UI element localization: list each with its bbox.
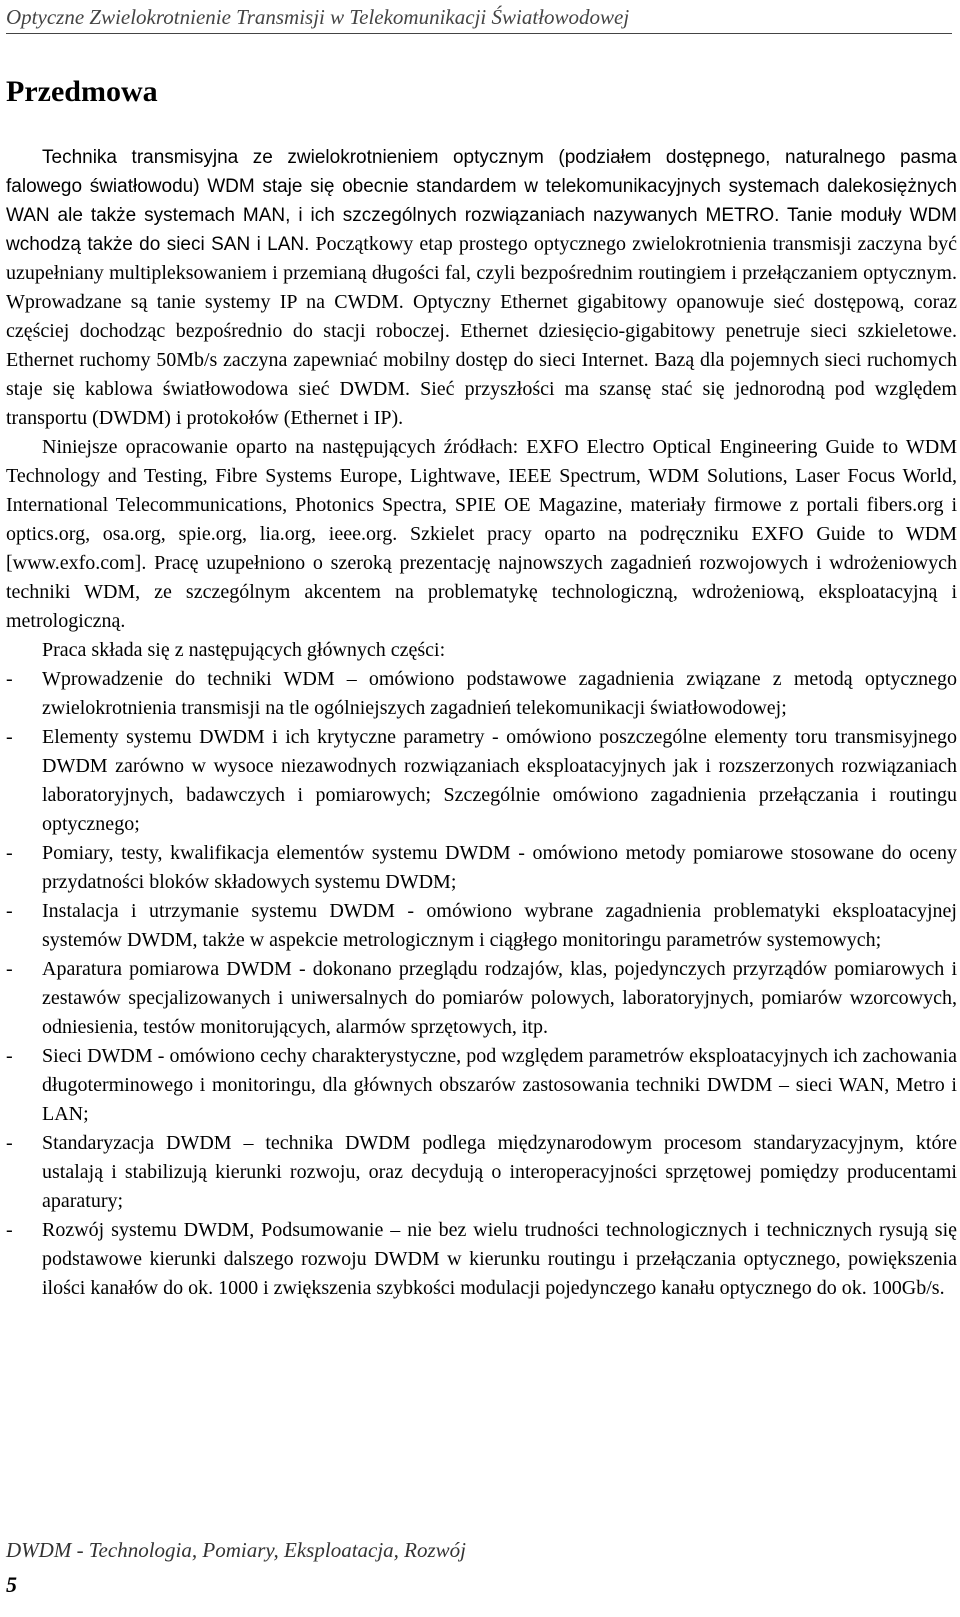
list-item xyxy=(6,839,957,897)
list-dash: - xyxy=(6,842,13,864)
paragraph-intro xyxy=(6,143,957,433)
list-item xyxy=(6,1216,957,1303)
list-item-text: Instalacja i utrzymanie systemu DWDM - omówiono wybrane zagadnienia problematyki eksploatacyjnej systemów DWDM, także w aspekcie metrologicznym i ciągłego monitoringu parametrów systemowych; xyxy=(42,900,957,951)
list-dash: - xyxy=(6,1045,13,1067)
list-item xyxy=(6,665,957,723)
list-dash: - xyxy=(6,900,13,922)
list-item xyxy=(6,955,957,1042)
list-item xyxy=(6,1129,957,1216)
running-footer: DWDM - Technologia, Pomiary, Eksploatacja, Rozwój xyxy=(6,1538,467,1562)
list-item-text: Rozwój systemu DWDM, Podsumowanie – nie bez wielu trudności technologicznych i technicznych rysują się podstawowe kierunki dalszego rozwoju DWDM w kierunku routingu i przełączania optycznego, powiększenia ilości kanałów do ok. 1000 i zwiększenia szybkości modulacji pojedynczego kanału optycznego do ok. 100Gb/s. xyxy=(42,1219,957,1299)
list-dash: - xyxy=(6,1132,13,1154)
page-title: Przedmowa xyxy=(6,75,158,108)
list-dash: - xyxy=(6,958,13,980)
page-number: 5 xyxy=(6,1572,17,1597)
list-item-text: Sieci DWDM - omówiono cechy charakterystyczne, pod względem parametrów eksploatacyjnych ich zachowania długoterminowego i monitoringu, dla głównych obszarów zastosowania techniki DWDM – sieci WAN, Metro i LAN; xyxy=(42,1045,957,1125)
chapter-list xyxy=(6,665,957,1303)
paragraph-structure-intro: Praca składa się z następujących głównych części: xyxy=(42,639,446,661)
list-dash: - xyxy=(6,1219,13,1241)
list-item xyxy=(6,723,957,839)
list-item xyxy=(6,897,957,955)
list-item-text: Elementy systemu DWDM i ich krytyczne parametry - omówiono poszczególne elementy toru transmisyjnego DWDM zarówno w wysoce niezawodnych rozwiązaniach eksploatacyjnych jak i rozszerzonych rozwiązaniach laboratoryjnych, badawczych i pomiarowych; Szczególnie omówiono zagadnienia przełączania i routingu optycznego; xyxy=(42,726,957,835)
list-item-text: Aparatura pomiarowa DWDM - dokonano przeglądu rodzajów, klas, pojedynczych przyrządów pomiarowych i zestawów specjalizowanych i uniwersalnych do pomiarów polowych, laboratoryjnych, pomiarów wzorcowych, odniesienia, testów monitorujących, alarmów sprzętowych, itp. xyxy=(42,958,957,1038)
paragraph-intro-part-a: Technika transmisyjna ze zwielokrotnieniem optycznym (podziałem dostępnego, naturalnego pasma falowego światłowodu) WDM staje się obecnie standardem w telekomunikacyjnych systemach dalekosiężnych WAN ale także systemach MAN, i ich szczególnych rozwiązaniach nazywanych METRO. Tanie moduły WDM wchodzą także do sieci SAN i LAN. xyxy=(6,147,957,255)
list-item-text: Standaryzacja DWDM – technika DWDM podlega międzynarodowym procesom standaryzacyjnym, które ustalają i stabilizują kierunki rozwoju, oraz decydują o interoperacyjności sprzętowej pomiędzy producentami aparatury; xyxy=(42,1132,957,1212)
list-item xyxy=(6,1042,957,1129)
list-item-text: Wprowadzenie do techniki WDM – omówiono podstawowe zagadnienia związane z metodą optycznego zwielokrotnienia transmisji na tle ogólniejszych zagadnień telekomunikacji światłowodowej; xyxy=(42,668,957,719)
paragraph-intro-part-b: Początkowy etap prostego optycznego zwielokrotnienia transmisji zaczyna być uzupełniany multipleksowaniem i przemianą długości fal, czyli bezpośrednim routingiem i przełączaniem optycznym. Wprowadzane są tanie systemy IP na CWDM. Optyczny Ethernet gigabitowy opanowuje sieć dostępową, coraz częściej dochodząc bezpośrednio do stacji roboczej. Ethernet dziesięcio-gigabitowy penetruje sieci szkieletowe. Ethernet ruchomy 50Mb/s zaczyna zapewniać mobilny dostęp do sieci Internet. Bazą dla pojemnych sieci ruchomych staje się kablowa światłowodowa sieć DWDM. Sieć przyszłości ma szansę stać się jednorodną pod względem transportu (DWDM) i protokołów (Ethernet i IP). xyxy=(6,233,958,429)
list-dash: - xyxy=(6,726,13,748)
main-content xyxy=(6,143,957,1303)
running-header: Optyczne Zwielokrotnienie Transmisji w Telekomunikacji Światłowodowej xyxy=(6,2,952,34)
list-dash: - xyxy=(6,668,13,690)
paragraph-sources: Niniejsze opracowanie oparto na następujących źródłach: EXFO Electro Optical Engineering Guide to WDM Technology and Testing, Fibre Systems Europe, Lightwave, IEEE Spectrum, WDM Solutions, Laser Focus World, International Telecommunications, Photonics Spectra, SPIE OE Magazine, materiały firmowe z portali fibers.org i optics.org, osa.org, spie.org, lia.org, ieee.org. Szkielet pracy oparto na podręczniku EXFO Guide to WDM [www.exfo.com]. Pracę uzupełniono o szeroką prezentację najnowszych zagadnień rozwojowych i wdrożeniowych techniki WDM, ze szczególnym akcentem na problematykę technologiczną, wdrożeniową, eksploatacyjną i metrologiczną. xyxy=(6,436,957,632)
list-item-text: Pomiary, testy, kwalifikacja elementów systemu DWDM - omówiono metody pomiarowe stosowane do oceny przydatności bloków składowych systemu DWDM; xyxy=(42,842,957,893)
